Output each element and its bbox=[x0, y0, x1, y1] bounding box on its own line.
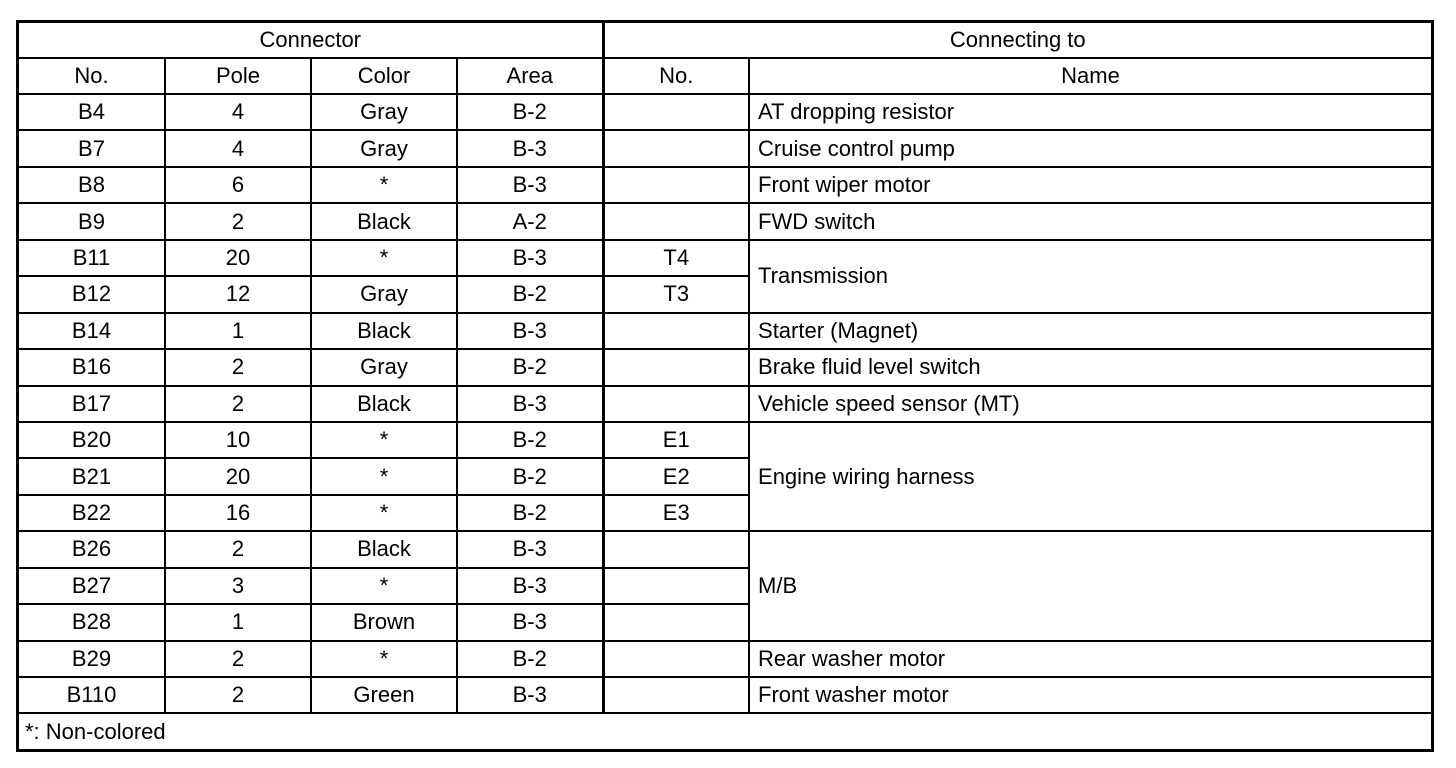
cell-no: B11 bbox=[19, 240, 165, 276]
cell-name: M/B bbox=[749, 531, 1431, 640]
cell-name: Brake fluid level switch bbox=[749, 349, 1431, 385]
cell-area: A-2 bbox=[457, 203, 603, 239]
connector-table-container bbox=[16, 20, 1434, 752]
cell-pole: 2 bbox=[165, 641, 311, 677]
cell-no: B16 bbox=[19, 349, 165, 385]
cell-pole: 2 bbox=[165, 677, 311, 713]
table-row bbox=[19, 641, 1431, 677]
cell-no: B4 bbox=[19, 94, 165, 130]
cell-area: B-3 bbox=[457, 531, 603, 567]
cell-to-no: T3 bbox=[603, 276, 749, 312]
cell-color: Black bbox=[311, 313, 457, 349]
cell-no: B110 bbox=[19, 677, 165, 713]
cell-area: B-2 bbox=[457, 349, 603, 385]
table-row bbox=[19, 386, 1431, 422]
cell-area: B-3 bbox=[457, 167, 603, 203]
cell-area: B-3 bbox=[457, 386, 603, 422]
cell-no: B28 bbox=[19, 604, 165, 640]
column-header-name: Name bbox=[749, 58, 1431, 94]
footnote: *: Non-colored bbox=[19, 713, 1431, 749]
cell-no: B7 bbox=[19, 130, 165, 166]
cell-to-no: T4 bbox=[603, 240, 749, 276]
cell-to-no bbox=[603, 386, 749, 422]
cell-color: * bbox=[311, 240, 457, 276]
connector-table bbox=[19, 23, 1431, 749]
cell-color: * bbox=[311, 167, 457, 203]
cell-no: B26 bbox=[19, 531, 165, 567]
cell-to-no bbox=[603, 604, 749, 640]
column-header-color: Color bbox=[311, 58, 457, 94]
cell-color: Gray bbox=[311, 276, 457, 312]
cell-name: AT dropping resistor bbox=[749, 94, 1431, 130]
cell-pole: 10 bbox=[165, 422, 311, 458]
cell-pole: 4 bbox=[165, 130, 311, 166]
cell-no: B29 bbox=[19, 641, 165, 677]
cell-color: Gray bbox=[311, 349, 457, 385]
cell-pole: 3 bbox=[165, 568, 311, 604]
connector-group-header: Connector bbox=[19, 23, 603, 58]
cell-to-no: E2 bbox=[603, 458, 749, 494]
column-header-pole: Pole bbox=[165, 58, 311, 94]
cell-color: * bbox=[311, 568, 457, 604]
cell-to-no bbox=[603, 94, 749, 130]
cell-to-no bbox=[603, 641, 749, 677]
cell-no: B27 bbox=[19, 568, 165, 604]
cell-color: Gray bbox=[311, 130, 457, 166]
cell-name: Engine wiring harness bbox=[749, 422, 1431, 531]
cell-color: Green bbox=[311, 677, 457, 713]
column-header-row bbox=[19, 58, 1431, 94]
cell-area: B-3 bbox=[457, 568, 603, 604]
column-header-to-no: No. bbox=[603, 58, 749, 94]
cell-to-no: E3 bbox=[603, 495, 749, 531]
cell-pole: 1 bbox=[165, 604, 311, 640]
cell-no: B20 bbox=[19, 422, 165, 458]
table-row bbox=[19, 349, 1431, 385]
cell-to-no bbox=[603, 203, 749, 239]
cell-to-no bbox=[603, 167, 749, 203]
cell-no: B8 bbox=[19, 167, 165, 203]
cell-area: B-3 bbox=[457, 240, 603, 276]
cell-to-no bbox=[603, 568, 749, 604]
cell-color: * bbox=[311, 458, 457, 494]
cell-pole: 2 bbox=[165, 531, 311, 567]
cell-no: B12 bbox=[19, 276, 165, 312]
cell-to-no bbox=[603, 130, 749, 166]
table-row bbox=[19, 677, 1431, 713]
table-row bbox=[19, 313, 1431, 349]
column-header-no: No. bbox=[19, 58, 165, 94]
column-header-area: Area bbox=[457, 58, 603, 94]
cell-color: * bbox=[311, 422, 457, 458]
table-row bbox=[19, 531, 1431, 567]
cell-name: Transmission bbox=[749, 240, 1431, 313]
group-header-row bbox=[19, 23, 1431, 58]
cell-name: Starter (Magnet) bbox=[749, 313, 1431, 349]
cell-area: B-2 bbox=[457, 641, 603, 677]
cell-name: Front washer motor bbox=[749, 677, 1431, 713]
cell-to-no bbox=[603, 313, 749, 349]
table-row bbox=[19, 130, 1431, 166]
cell-name: Rear washer motor bbox=[749, 641, 1431, 677]
cell-pole: 12 bbox=[165, 276, 311, 312]
cell-to-no: E1 bbox=[603, 422, 749, 458]
cell-area: B-2 bbox=[457, 276, 603, 312]
cell-color: Black bbox=[311, 531, 457, 567]
cell-pole: 2 bbox=[165, 386, 311, 422]
cell-color: Black bbox=[311, 386, 457, 422]
cell-name: Vehicle speed sensor (MT) bbox=[749, 386, 1431, 422]
cell-to-no bbox=[603, 349, 749, 385]
cell-color: * bbox=[311, 495, 457, 531]
table-row bbox=[19, 422, 1431, 458]
table-row bbox=[19, 94, 1431, 130]
cell-area: B-3 bbox=[457, 130, 603, 166]
cell-name: Cruise control pump bbox=[749, 130, 1431, 166]
cell-to-no bbox=[603, 677, 749, 713]
cell-area: B-2 bbox=[457, 458, 603, 494]
cell-pole: 6 bbox=[165, 167, 311, 203]
cell-pole: 1 bbox=[165, 313, 311, 349]
cell-pole: 16 bbox=[165, 495, 311, 531]
table-row bbox=[19, 203, 1431, 239]
cell-name: Front wiper motor bbox=[749, 167, 1431, 203]
cell-no: B22 bbox=[19, 495, 165, 531]
cell-no: B14 bbox=[19, 313, 165, 349]
cell-pole: 20 bbox=[165, 240, 311, 276]
cell-pole: 2 bbox=[165, 203, 311, 239]
table-row bbox=[19, 240, 1431, 276]
cell-area: B-3 bbox=[457, 313, 603, 349]
cell-color: Brown bbox=[311, 604, 457, 640]
cell-pole: 2 bbox=[165, 349, 311, 385]
cell-no: B21 bbox=[19, 458, 165, 494]
connecting-to-group-header: Connecting to bbox=[603, 23, 1431, 58]
cell-area: B-3 bbox=[457, 677, 603, 713]
cell-color: Black bbox=[311, 203, 457, 239]
cell-area: B-2 bbox=[457, 422, 603, 458]
cell-color: * bbox=[311, 641, 457, 677]
cell-pole: 20 bbox=[165, 458, 311, 494]
cell-area: B-3 bbox=[457, 604, 603, 640]
cell-area: B-2 bbox=[457, 94, 603, 130]
table-row bbox=[19, 167, 1431, 203]
cell-color: Gray bbox=[311, 94, 457, 130]
cell-area: B-2 bbox=[457, 495, 603, 531]
cell-to-no bbox=[603, 531, 749, 567]
cell-no: B17 bbox=[19, 386, 165, 422]
footnote-row bbox=[19, 713, 1431, 749]
cell-name: FWD switch bbox=[749, 203, 1431, 239]
cell-pole: 4 bbox=[165, 94, 311, 130]
cell-no: B9 bbox=[19, 203, 165, 239]
